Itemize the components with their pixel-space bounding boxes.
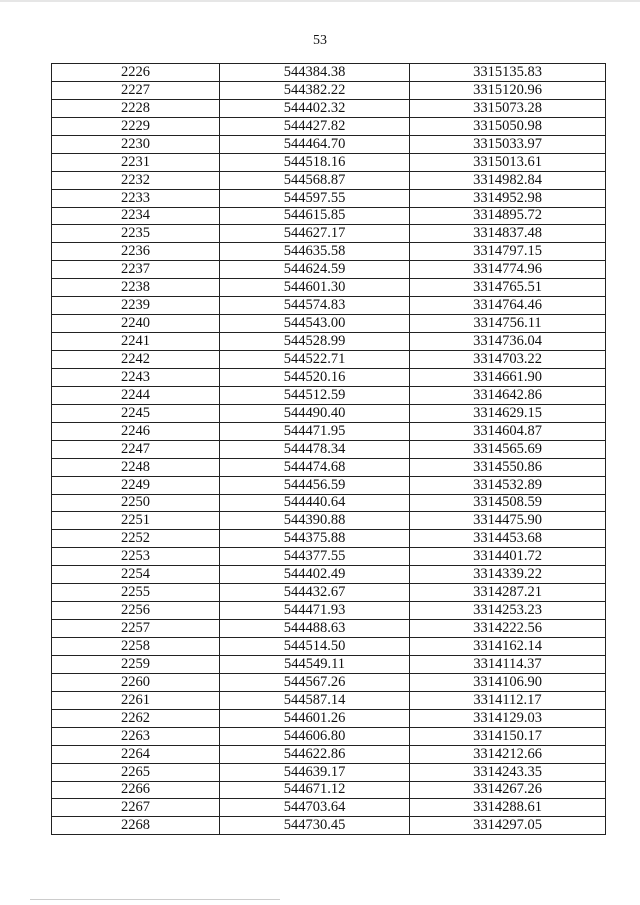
x-coordinate-cell: 544622.86	[220, 745, 410, 763]
y-coordinate-cell: 3314895.72	[410, 207, 606, 225]
y-coordinate-cell: 3314764.46	[410, 297, 606, 315]
table-row	[52, 404, 606, 422]
x-coordinate-cell: 544639.17	[220, 763, 410, 781]
x-coordinate-cell: 544549.11	[220, 655, 410, 673]
x-coordinate-cell: 544390.88	[220, 512, 410, 530]
y-coordinate-cell: 3314765.51	[410, 279, 606, 297]
y-coordinate-cell: 3314797.15	[410, 243, 606, 261]
table-row	[52, 691, 606, 709]
point-number-cell: 2236	[52, 243, 220, 261]
table-row	[52, 297, 606, 315]
x-coordinate-cell: 544440.64	[220, 494, 410, 512]
point-number-cell: 2266	[52, 781, 220, 799]
point-number-cell: 2244	[52, 386, 220, 404]
x-coordinate-cell: 544478.34	[220, 440, 410, 458]
x-coordinate-cell: 544490.40	[220, 404, 410, 422]
y-coordinate-cell: 3314703.22	[410, 351, 606, 369]
table-row	[52, 368, 606, 386]
point-number-cell: 2253	[52, 548, 220, 566]
point-number-cell: 2261	[52, 691, 220, 709]
point-number-cell: 2229	[52, 117, 220, 135]
x-coordinate-cell: 544464.70	[220, 135, 410, 153]
y-coordinate-cell: 3314661.90	[410, 368, 606, 386]
x-coordinate-cell: 544488.63	[220, 620, 410, 638]
table-row	[52, 566, 606, 584]
point-number-cell: 2265	[52, 763, 220, 781]
point-number-cell: 2232	[52, 171, 220, 189]
point-number-cell: 2238	[52, 279, 220, 297]
point-number-cell: 2247	[52, 440, 220, 458]
y-coordinate-cell: 3315120.96	[410, 81, 606, 99]
point-number-cell: 2254	[52, 566, 220, 584]
point-number-cell: 2251	[52, 512, 220, 530]
point-number-cell: 2267	[52, 799, 220, 817]
point-number-cell: 2263	[52, 727, 220, 745]
y-coordinate-cell: 3314982.84	[410, 171, 606, 189]
page-bottom-rule	[30, 899, 280, 900]
y-coordinate-cell: 3314604.87	[410, 422, 606, 440]
table-row	[52, 279, 606, 297]
table-row	[52, 261, 606, 279]
y-coordinate-cell: 3314453.68	[410, 530, 606, 548]
table-row	[52, 386, 606, 404]
y-coordinate-cell: 3314162.14	[410, 638, 606, 656]
point-number-cell: 2259	[52, 655, 220, 673]
table-row	[52, 117, 606, 135]
y-coordinate-cell: 3314756.11	[410, 315, 606, 333]
point-number-cell: 2230	[52, 135, 220, 153]
table-row	[52, 189, 606, 207]
table-row	[52, 763, 606, 781]
y-coordinate-cell: 3314629.15	[410, 404, 606, 422]
table-row	[52, 243, 606, 261]
x-coordinate-cell: 544601.30	[220, 279, 410, 297]
x-coordinate-cell: 544624.59	[220, 261, 410, 279]
coordinates-table-body	[52, 64, 606, 835]
y-coordinate-cell: 3314550.86	[410, 458, 606, 476]
table-row	[52, 81, 606, 99]
point-number-cell: 2260	[52, 673, 220, 691]
y-coordinate-cell: 3314112.17	[410, 691, 606, 709]
page-number: 53	[313, 33, 327, 48]
x-coordinate-cell: 544587.14	[220, 691, 410, 709]
x-coordinate-cell: 544522.71	[220, 351, 410, 369]
table-row	[52, 422, 606, 440]
point-number-cell: 2239	[52, 297, 220, 315]
table-row	[52, 781, 606, 799]
x-coordinate-cell: 544703.64	[220, 799, 410, 817]
x-coordinate-cell: 544543.00	[220, 315, 410, 333]
table-row	[52, 745, 606, 763]
point-number-cell: 2243	[52, 368, 220, 386]
point-number-cell: 2255	[52, 584, 220, 602]
table-row	[52, 530, 606, 548]
point-number-cell: 2227	[52, 81, 220, 99]
page-top-edge	[0, 0, 640, 2]
table-row	[52, 548, 606, 566]
table-row	[52, 476, 606, 494]
point-number-cell: 2241	[52, 333, 220, 351]
table-row	[52, 171, 606, 189]
x-coordinate-cell: 544514.50	[220, 638, 410, 656]
point-number-cell: 2264	[52, 745, 220, 763]
point-number-cell: 2228	[52, 99, 220, 117]
point-number-cell: 2231	[52, 153, 220, 171]
y-coordinate-cell: 3314106.90	[410, 673, 606, 691]
y-coordinate-cell: 3315135.83	[410, 64, 606, 82]
x-coordinate-cell: 544471.95	[220, 422, 410, 440]
table-row	[52, 817, 606, 835]
x-coordinate-cell: 544730.45	[220, 817, 410, 835]
y-coordinate-cell: 3314532.89	[410, 476, 606, 494]
table-row	[52, 315, 606, 333]
table-row	[52, 655, 606, 673]
x-coordinate-cell: 544377.55	[220, 548, 410, 566]
point-number-cell: 2237	[52, 261, 220, 279]
point-number-cell: 2258	[52, 638, 220, 656]
x-coordinate-cell: 544520.16	[220, 368, 410, 386]
point-number-cell: 2235	[52, 225, 220, 243]
x-coordinate-cell: 544512.59	[220, 386, 410, 404]
point-number-cell: 2240	[52, 315, 220, 333]
x-coordinate-cell: 544597.55	[220, 189, 410, 207]
y-coordinate-cell: 3314565.69	[410, 440, 606, 458]
x-coordinate-cell: 544671.12	[220, 781, 410, 799]
y-coordinate-cell: 3315013.61	[410, 153, 606, 171]
table-row	[52, 638, 606, 656]
y-coordinate-cell: 3315050.98	[410, 117, 606, 135]
point-number-cell: 2246	[52, 422, 220, 440]
table-row	[52, 602, 606, 620]
y-coordinate-cell: 3314150.17	[410, 727, 606, 745]
x-coordinate-cell: 544471.93	[220, 602, 410, 620]
table-row	[52, 512, 606, 530]
table-row	[52, 99, 606, 117]
x-coordinate-cell: 544432.67	[220, 584, 410, 602]
table-row	[52, 333, 606, 351]
y-coordinate-cell: 3314212.66	[410, 745, 606, 763]
table-row	[52, 351, 606, 369]
y-coordinate-cell: 3314642.86	[410, 386, 606, 404]
x-coordinate-cell: 544627.17	[220, 225, 410, 243]
table-row	[52, 584, 606, 602]
y-coordinate-cell: 3314288.61	[410, 799, 606, 817]
point-number-cell: 2245	[52, 404, 220, 422]
x-coordinate-cell: 544375.88	[220, 530, 410, 548]
y-coordinate-cell: 3314837.48	[410, 225, 606, 243]
table-row	[52, 64, 606, 82]
x-coordinate-cell: 544474.68	[220, 458, 410, 476]
x-coordinate-cell: 544518.16	[220, 153, 410, 171]
table-row	[52, 620, 606, 638]
x-coordinate-cell: 544456.59	[220, 476, 410, 494]
coordinates-table	[51, 63, 606, 835]
point-number-cell: 2268	[52, 817, 220, 835]
y-coordinate-cell: 3315073.28	[410, 99, 606, 117]
point-number-cell: 2248	[52, 458, 220, 476]
point-number-cell: 2250	[52, 494, 220, 512]
x-coordinate-cell: 544568.87	[220, 171, 410, 189]
x-coordinate-cell: 544402.49	[220, 566, 410, 584]
table-row	[52, 440, 606, 458]
table-row	[52, 207, 606, 225]
x-coordinate-cell: 544615.85	[220, 207, 410, 225]
x-coordinate-cell: 544567.26	[220, 673, 410, 691]
x-coordinate-cell: 544382.22	[220, 81, 410, 99]
y-coordinate-cell: 3314952.98	[410, 189, 606, 207]
table-row	[52, 153, 606, 171]
x-coordinate-cell: 544402.32	[220, 99, 410, 117]
point-number-cell: 2252	[52, 530, 220, 548]
table-row	[52, 727, 606, 745]
point-number-cell: 2234	[52, 207, 220, 225]
x-coordinate-cell: 544601.26	[220, 709, 410, 727]
x-coordinate-cell: 544606.80	[220, 727, 410, 745]
point-number-cell: 2257	[52, 620, 220, 638]
table-row	[52, 799, 606, 817]
table-row	[52, 135, 606, 153]
y-coordinate-cell: 3315033.97	[410, 135, 606, 153]
y-coordinate-cell: 3314339.22	[410, 566, 606, 584]
table-row	[52, 225, 606, 243]
table-row	[52, 709, 606, 727]
point-number-cell: 2256	[52, 602, 220, 620]
point-number-cell: 2233	[52, 189, 220, 207]
y-coordinate-cell: 3314222.56	[410, 620, 606, 638]
point-number-cell: 2249	[52, 476, 220, 494]
point-number-cell: 2226	[52, 64, 220, 82]
y-coordinate-cell: 3314297.05	[410, 817, 606, 835]
table-row	[52, 494, 606, 512]
table-row	[52, 673, 606, 691]
y-coordinate-cell: 3314401.72	[410, 548, 606, 566]
table-row	[52, 458, 606, 476]
y-coordinate-cell: 3314253.23	[410, 602, 606, 620]
x-coordinate-cell: 544528.99	[220, 333, 410, 351]
x-coordinate-cell: 544384.38	[220, 64, 410, 82]
point-number-cell: 2242	[52, 351, 220, 369]
y-coordinate-cell: 3314736.04	[410, 333, 606, 351]
y-coordinate-cell: 3314287.21	[410, 584, 606, 602]
y-coordinate-cell: 3314508.59	[410, 494, 606, 512]
x-coordinate-cell: 544635.58	[220, 243, 410, 261]
y-coordinate-cell: 3314774.96	[410, 261, 606, 279]
y-coordinate-cell: 3314267.26	[410, 781, 606, 799]
point-number-cell: 2262	[52, 709, 220, 727]
y-coordinate-cell: 3314129.03	[410, 709, 606, 727]
y-coordinate-cell: 3314243.35	[410, 763, 606, 781]
y-coordinate-cell: 3314475.90	[410, 512, 606, 530]
x-coordinate-cell: 544574.83	[220, 297, 410, 315]
x-coordinate-cell: 544427.82	[220, 117, 410, 135]
y-coordinate-cell: 3314114.37	[410, 655, 606, 673]
